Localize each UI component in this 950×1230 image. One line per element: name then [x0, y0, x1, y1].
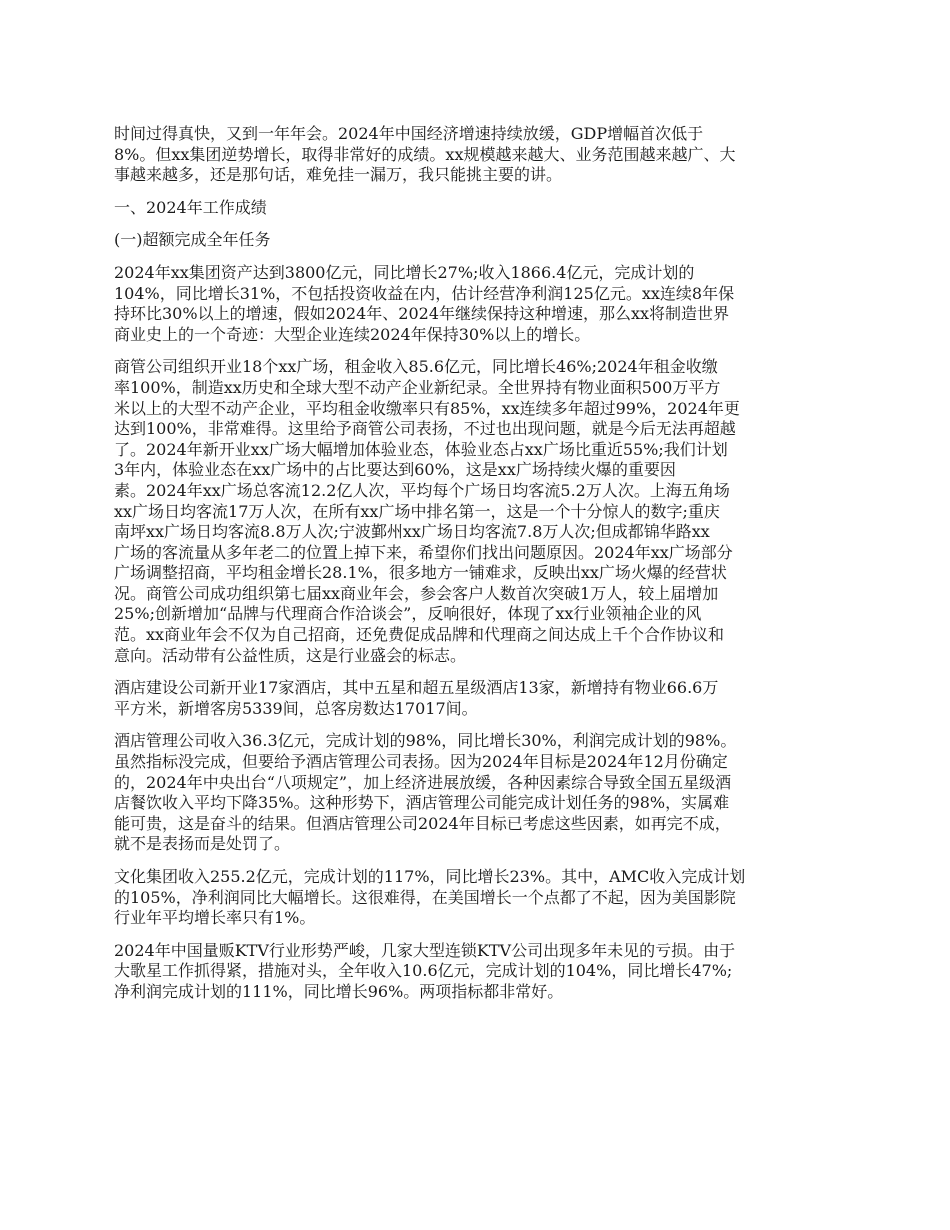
subsection-heading-targets: (一)超额完成全年任务 [114, 230, 271, 250]
culture-group-paragraph: 文化集团收入255.2亿元，完成计划的117%，同比增长23%。其中，AMC收入完成计划 的105%，净利润同比大幅增长。这很难得，在美国增长一个点都了不起，因为美国影院 行业年平均增长率只有1%。 [114, 867, 746, 928]
hotel-construction-paragraph: 酒店建设公司新开业17家酒店，其中五星和超五星级酒店13家，新增持有物业66.6万 平方米，新增客房5339间，总客房数达17017间。 [114, 678, 719, 718]
document-body [114, 124, 840, 1003]
group-assets-paragraph: 2024年xx集团资产达到3800亿元，同比增长27%;收入1866.4亿元，完成计划的 104%，同比增长31%，不包括投资收益在内，估计经营净利润125亿元。xx连续8年保 持环比30%以上的增速，假如2024年、2024年继续保持这种增速，那么xx将制造世界 商业史上的一个奇迹：大型企业连续2024年保持30%以上的增长。 [114, 262, 735, 344]
section-heading-work-results: 一、2024年工作成绩 [114, 197, 267, 217]
hotel-management-paragraph: 酒店管理公司收入36.3亿元，完成计划的98%，同比增长30%，利润完成计划的98%。 虽然指标没完成，但要给予酒店管理公司表扬。因为2024年目标是2024年12月份确定 的，2024年中央出台“八项规定”，加上经济进展放缓，各种因素综合导致全国五星级酒 店餐饮收入平均下降35%。这种形势下，酒店管理公司能完成计划任务的98%，实属难 能可贵，这是奋斗的结果。但酒店管理公司2024年目标已考虑这些因素，如再完不成， 就不是表扬而是处罚了。 [114, 731, 737, 854]
ktv-paragraph: 2024年中国量贩KTV行业形势严峻，几家大型连锁KTV公司出现多年未见的亏损。由于 大歌星工作抓得紧，措施对头，全年收入10.6亿元，完成计划的104%，同比增长47%; 净利润完成计划的111%，同比增长96%。两项指标都非常好。 [114, 940, 736, 1001]
commercial-management-paragraph: 商管公司组织开业18个xx广场，租金收入85.6亿元，同比增长46%;2024年租金收缴 率100%，制造xx历史和全球大型不动产企业新纪录。全世界持有物业面积500万平方 米以上的大型不动产企业，平均租金收缴率只有85%，xx连续多年超过99%，2024年更 达到100%，非常难得。这里给予商管公司表扬，不过也出现问题，就是今后无法再超越 了。2024年新开业xx广场大幅增加体验业态，体验业态占xx广场比重近55%;我们计划 3年内，体验业态在xx广场中的占比要达到60%，这是xx广场持续火爆的重要因 素。2024年xx广场总客流12.2亿人次，平均每个广场日均客流5.2万人次。上海五角场 xx广场日均客流17万人次，在所有xx广场中排名第一，这是一个十分惊人的数字;重庆 南坪xx广场日均客流8.8万人次;宁波鄞州xx广场日均客流7.8万人次;但成都锦华路xx 广场的客流量从多年老二的位置上掉下来，希望你们找出问题原因。2024年xx广场部分 广场调整招商，平均租金增长28.1%，很多地方一铺难求，反映出xx广场火爆的经营状 况。商管公司成功组织第七届xx商业年会，参会客户人数首次突破1万人，较上届增加 25%;创新增加“品牌与代理商合作洽谈会”，反响很好，体现了xx行业领袖企业的风 范。xx商业年会不仅为自己招商，还免费促成品牌和代理商之间达成上千个合作协议和 意向。活动带有公益性质，这是行业盛会的标志。 [114, 357, 740, 665]
intro-paragraph: 时间过得真快，又到一年年会。2024年中国经济增速持续放缓，GDP增幅首次低于 8%。但xx集团逆势增长，取得非常好的成绩。xx规模越来越大、业务范围越来越广、大 事越来越多，还是那句话，难免挂一漏万，我只能挑主要的讲。 [114, 124, 736, 185]
